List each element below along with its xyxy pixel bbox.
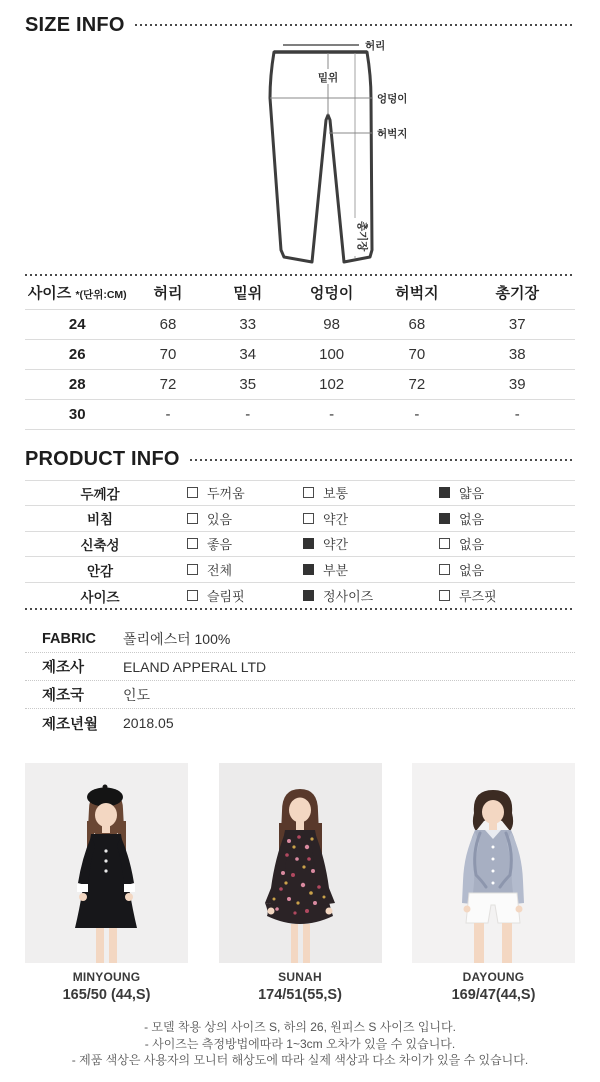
product-attributes-table [25,480,575,609]
col-header-hip: 엉덩이 [289,276,374,309]
manufacture-section [25,625,575,737]
length-label: 총기장 [356,221,368,252]
cell-size: 26 [25,339,130,369]
unit-note: *(단위:CM) [75,288,127,301]
model-card-sunah [219,763,382,1003]
model-card-dayoung [412,763,575,1003]
option [303,586,439,605]
model-photo [219,763,382,963]
product-info-section [25,447,575,611]
attribute-label: 비침 [86,512,114,528]
option [187,586,303,605]
option-label: 약간 [323,511,349,527]
option-label: 전체 [207,563,233,579]
dotted-divider [135,24,575,26]
country-label: 제조국 [42,688,85,705]
checkbox-icon [187,538,198,549]
cell-rise: 33 [207,309,290,339]
checkbox-icon [439,538,450,549]
cell-waist: - [130,399,207,429]
checkbox-icon [187,564,198,575]
option [439,560,575,579]
attribute-label: 신축성 [80,537,120,553]
option-label: 슬림핏 [207,589,245,605]
checkbox-icon [439,487,450,498]
attribute-row-sheerness [25,506,575,532]
note-line: - 제품 색상은 사용자의 모니터 해상도에 따라 실제 색상과 다소 차이가 있을 수 있습니다. [71,1053,529,1068]
fabric-row [25,625,575,653]
model-photo [25,763,188,963]
model-card-minyoung [25,763,188,1003]
manufacturer-row [25,653,575,681]
cell-waist: 68 [130,309,207,339]
attribute-row-lining [25,557,575,583]
attribute-label: 사이즈 [80,589,120,605]
attribute-label: 두께감 [80,486,120,502]
col-header-thigh: 허벅지 [374,276,459,309]
model-name: DAYOUNG [462,970,525,985]
attribute-row-fit [25,583,575,609]
attribute-row-stretch [25,532,575,558]
option [187,483,303,502]
size-table-row [25,309,575,339]
checkbox-icon [303,590,314,601]
size-table-row [25,339,575,369]
fabric-label: FABRIC [42,630,96,647]
option-label: 없음 [459,537,485,553]
option [187,560,303,579]
option-label: 두꺼움 [207,486,245,502]
pants-diagram-svg [25,40,600,274]
cell-rise: 35 [207,369,290,399]
checkbox-icon [303,564,314,575]
product-info-header [25,447,575,473]
models-section [25,763,575,1003]
model-size: 165/50 (44,S) [62,987,151,1004]
col-header-size [25,276,130,309]
cell-length: 37 [460,309,576,339]
col-header-waist: 허리 [130,276,207,309]
cell-length: - [460,399,576,429]
country-value: 인도 [123,686,151,703]
option [303,534,439,553]
option-label: 정사이즈 [323,589,374,605]
dotted-divider [25,608,575,610]
checkbox-icon [439,590,450,601]
rise-label: 밑위 [317,72,339,84]
note-line: - 사이즈는 측정방법에따라 1~3cm 오차가 있을 수 있습니다. [144,1036,456,1051]
size-table-row [25,369,575,399]
option [187,509,303,528]
option-label: 있음 [207,511,233,527]
col-header-size-text: 사이즈 [27,284,72,302]
cell-size: 30 [25,399,130,429]
size-info-header [25,12,575,38]
manufacturer-label: 제조사 [42,660,85,677]
option-label: 보통 [323,486,349,502]
option-label: 부분 [323,563,349,579]
note-line: - 모델 착용 상의 사이즈 S, 하의 26, 원피스 S 사이즈 입니다. [144,1020,456,1035]
model-dayoung-illustration [412,763,575,963]
size-info-title: SIZE INFO [25,13,125,36]
option-label: 약간 [323,537,349,553]
size-table [25,276,575,430]
cell-size: 24 [25,309,130,339]
col-header-rise: 밑위 [207,276,290,309]
cell-hip: 98 [289,309,374,339]
size-table-header-row [25,276,575,309]
model-sunah-illustration [219,763,382,963]
cell-thigh: 70 [374,339,459,369]
option-label: 좋음 [207,537,233,553]
manufacturer-value: ELAND APPERAL LTD [123,658,267,675]
footer-notes [25,1019,575,1069]
checkbox-icon [187,590,198,601]
model-size: 174/51(55,S) [258,987,342,1004]
manufacture-date-label: 제조년월 [42,716,99,733]
model-photo [412,763,575,963]
model-minyoung-illustration [25,763,188,963]
country-row [25,681,575,709]
option-label: 얇음 [459,486,485,502]
checkbox-icon [303,538,314,549]
option-label: 루즈핏 [459,589,497,605]
cell-thigh: - [374,399,459,429]
cell-length: 39 [460,369,576,399]
option [439,586,575,605]
option-label: 없음 [459,563,485,579]
dotted-divider [190,459,575,461]
manufacture-date-value: 2018.05 [123,715,174,732]
model-size: 169/47(44,S) [451,987,536,1004]
cell-hip: 102 [289,369,374,399]
size-info-section [25,12,575,430]
checkbox-icon [187,513,198,524]
cell-rise: - [207,399,290,429]
cell-thigh: 72 [374,369,459,399]
checkbox-icon [303,513,314,524]
option [439,534,575,553]
cell-hip: - [289,399,374,429]
hip-label: 엉덩이 [377,93,408,105]
option [303,483,439,502]
cell-waist: 72 [130,369,207,399]
option [439,483,575,502]
cell-hip: 100 [289,339,374,369]
fabric-value: 폴리에스터 100% [123,630,231,647]
checkbox-icon [439,513,450,524]
cell-rise: 34 [207,339,290,369]
manufacture-date-row [25,709,575,737]
cell-waist: 70 [130,339,207,369]
option [439,509,575,528]
option [303,560,439,579]
option-label: 없음 [459,511,485,527]
product-info-title: PRODUCT INFO [25,448,180,470]
cell-length: 38 [460,339,576,369]
cell-size: 28 [25,369,130,399]
model-name: MINYOUNG [72,970,141,985]
size-table-row [25,399,575,429]
option [303,509,439,528]
checkbox-icon [303,487,314,498]
option [187,534,303,553]
checkbox-icon [187,487,198,498]
col-header-length: 총기장 [460,276,576,309]
checkbox-icon [439,564,450,575]
model-name: SUNAH [278,970,322,985]
waist-label: 허리 [365,40,386,52]
attribute-label: 안감 [86,563,114,579]
attribute-row-thickness [25,481,575,507]
cell-thigh: 68 [374,309,459,339]
thigh-label: 허벅지 [377,128,408,140]
pants-measurement-diagram [25,40,575,274]
